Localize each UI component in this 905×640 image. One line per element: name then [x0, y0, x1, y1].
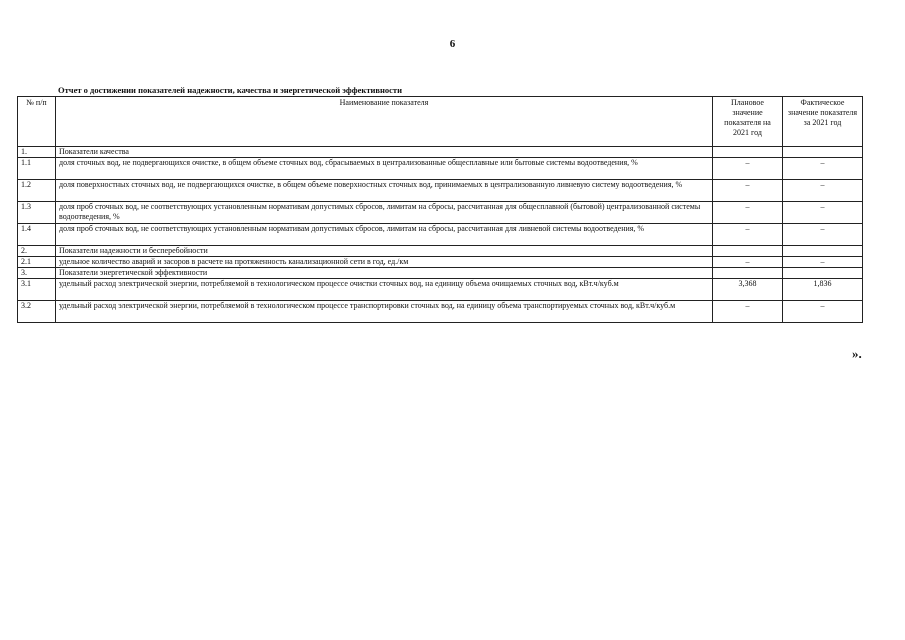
header-num: № п/п — [18, 97, 56, 147]
plan-value-cell: – — [713, 158, 783, 180]
row-number-cell: 1.4 — [18, 224, 56, 246]
row-number-cell: 1. — [18, 147, 56, 158]
row-number-cell: 1.1 — [18, 158, 56, 180]
fact-value-cell — [783, 147, 863, 158]
row-number-cell: 3. — [18, 268, 56, 279]
plan-value-cell: – — [713, 180, 783, 202]
table-row — [18, 180, 863, 202]
indicator-name-cell: доля проб сточных вод, не соответствующих установленным нормативам допустимых сбросов, лимитам на сбросы, рассчитанная для общесплавной (бытовой) централизованной системы водоотведения, % — [56, 202, 713, 224]
indicator-name-cell: доля сточных вод, не подвергающихся очистке, в общем объеме сточных вод, сбрасываемых в централизованные общесплавные или бытовые системы водоотведения, % — [56, 158, 713, 180]
page-number: 6 — [449, 38, 456, 50]
header-name: Наименование показателя — [56, 97, 713, 147]
closing-quote-mark: ». — [852, 346, 862, 361]
plan-value-cell: – — [713, 202, 783, 224]
plan-value-cell — [713, 246, 783, 257]
header-fact: Фактическое значение показателя за 2021 год — [783, 97, 863, 147]
fact-value-cell: 1,836 — [783, 279, 863, 301]
indicator-name-cell: Показатели энергетической эффективности — [56, 268, 713, 279]
indicator-name-cell: удельный расход электрической энергии, потребляемой в технологическом процессе очистки сточных вод, на единицу объема очищаемых сточных вод, кВт.ч/куб.м — [56, 279, 713, 301]
plan-value-cell — [713, 147, 783, 158]
row-number-cell: 2. — [18, 246, 56, 257]
table-row — [18, 268, 863, 279]
row-number-cell: 3.1 — [18, 279, 56, 301]
plan-value-cell: – — [713, 257, 783, 268]
plan-value-cell: – — [713, 224, 783, 246]
fact-value-cell: – — [783, 257, 863, 268]
indicator-name-cell: Показатели качества — [56, 147, 713, 158]
table-row — [18, 246, 863, 257]
row-number-cell: 3.2 — [18, 301, 56, 323]
table-row — [18, 301, 863, 323]
indicator-name-cell: удельное количество аварий и засоров в расчете на протяженность канализационной сети в год, ед./км — [56, 257, 713, 268]
table-header-row — [18, 97, 863, 147]
table-body — [18, 147, 863, 323]
fact-value-cell: – — [783, 301, 863, 323]
row-number-cell: 2.1 — [18, 257, 56, 268]
table-row — [18, 147, 863, 158]
row-number-cell: 1.3 — [18, 202, 56, 224]
fact-value-cell — [783, 246, 863, 257]
fact-value-cell: – — [783, 158, 863, 180]
fact-value-cell: – — [783, 180, 863, 202]
table-row — [18, 158, 863, 180]
fact-value-cell: – — [783, 224, 863, 246]
indicator-name-cell: Показатели надежности и бесперебойности — [56, 246, 713, 257]
plan-value-cell — [713, 268, 783, 279]
table-row — [18, 257, 863, 268]
table-row — [18, 202, 863, 224]
plan-value-cell: 3,368 — [713, 279, 783, 301]
header-plan: Плановое значение показателя на 2021 год — [713, 97, 783, 147]
plan-value-cell: – — [713, 301, 783, 323]
indicator-name-cell: доля проб сточных вод, не соответствующих установленным нормативам допустимых сбросов, лимитам на сбросы, рассчитанная для ливневой системы водоотведения, % — [56, 224, 713, 246]
row-number-cell: 1.2 — [18, 180, 56, 202]
fact-value-cell: – — [783, 202, 863, 224]
table-row — [18, 279, 863, 301]
indicator-name-cell: удельный расход электрической энергии, потребляемой в технологическом процессе транспортировки сточных вод, на единицу объема транспортируемых сточных вод, кВт.ч/куб.м — [56, 301, 713, 323]
indicator-name-cell: доля поверхностных сточных вод, не подвергающихся очистке, в общем объеме поверхностных сточных вод, принимаемых в централизованную ливневую систему водоотведения, % — [56, 180, 713, 202]
indicators-table — [17, 96, 863, 323]
report-title: Отчет о достижении показателей надежности, качества и энергетической эффективности — [58, 85, 402, 95]
table-row — [18, 224, 863, 246]
fact-value-cell — [783, 268, 863, 279]
